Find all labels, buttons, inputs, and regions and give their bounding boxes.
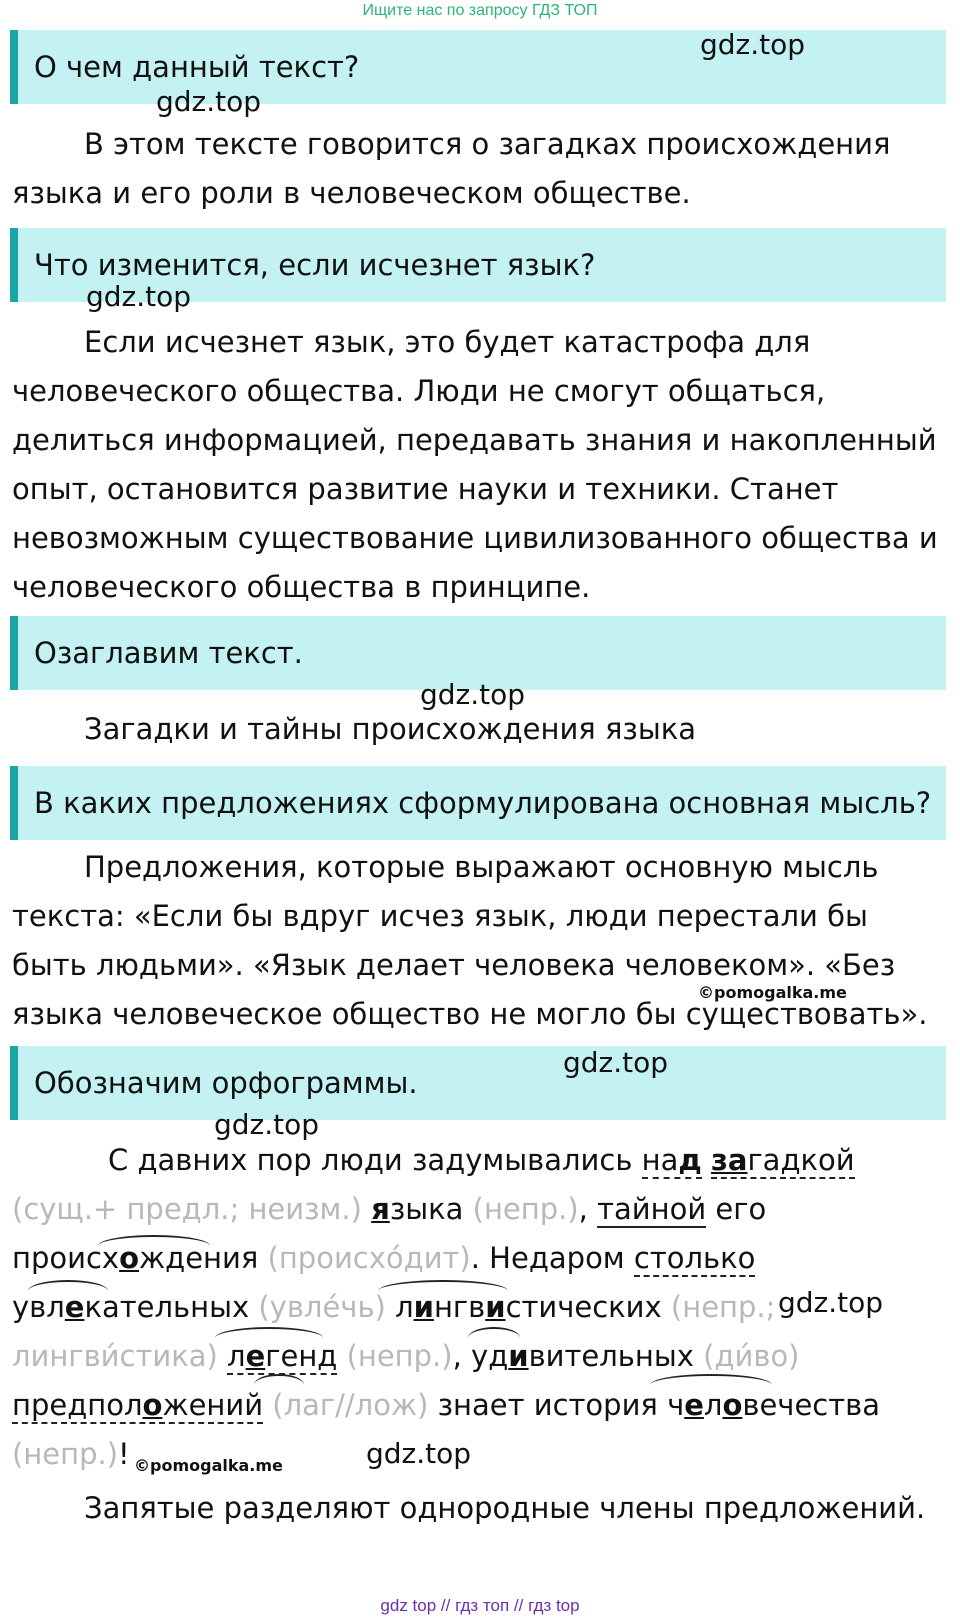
question-5 [10, 1046, 946, 1120]
watermark-site: gdz.top [778, 1286, 884, 1319]
watermark-site: gdz.top [156, 85, 262, 118]
final-sentence: Запятые разделяют однородные члены предложений. [84, 1491, 926, 1525]
preposition-nad: над [641, 1143, 702, 1177]
root-arc [98, 1235, 210, 1257]
note: (лаг//лож) [272, 1388, 429, 1422]
watermark-copyright: ©pomogalka.me [698, 983, 847, 1002]
watermark-site: gdz.top [366, 1437, 472, 1470]
note: (ди́во) [703, 1339, 800, 1373]
watermark-site: gdz.top [563, 1046, 669, 1079]
root-arc [215, 1327, 323, 1349]
note: (непр.) [346, 1339, 453, 1373]
note: (сущ.+ предл.; неизм.) [12, 1192, 362, 1226]
watermark-copyright: ©pomogalka.me [134, 1456, 283, 1475]
word-stolko: столько [633, 1241, 756, 1275]
word-predpolozheniy: предположений [12, 1388, 264, 1422]
question-1 [10, 30, 946, 104]
watermark-site: gdz.top [86, 280, 192, 313]
root-arc [650, 1374, 772, 1396]
note: лингви́стика) [12, 1339, 218, 1373]
answer-1: В этом тексте говорится о загадках происхождения языка и его роли в человеческом обществе. [12, 127, 891, 210]
note: (непр.) [12, 1437, 119, 1471]
question-4-text: В каких предложениях сформулирована основная мысль? [34, 786, 932, 820]
watermark-site: gdz.top [700, 28, 806, 61]
word-taynoy: тайной [597, 1192, 707, 1226]
question-4 [10, 766, 946, 840]
search-banner: Ищите нас по запросу ГДЗ ТОП [362, 2, 598, 19]
question-5-text: Обозначим орфограммы. [34, 1066, 418, 1100]
question-3-text: Озаглавим текст. [34, 636, 303, 670]
note: (происхо́дит) [267, 1241, 471, 1275]
root-arc [468, 1327, 520, 1349]
watermark-site: gdz.top [420, 678, 526, 711]
answer-4: Предложения, которые выражают основную мысль текста: «Если бы вдруг исчез язык, люди перестали бы быть людьми». «Язык делает человека человеком». «Без языка человеческое общество не могло бы существовать». [12, 850, 928, 1031]
note: (увле́чь) [258, 1290, 386, 1324]
orthogram-paragraph: С давних пор люди задумывались над загадкой (сущ.+ предл.; неизм.) языка (непр.), тайной его происхождения (происхо́дит). Недаром столько увлекательных (увле́чь) лингвистических (непр.; лингви́стика) легенд (непр.), удивительных (ди́во) предположений (лаг//лож) знает история человечества (непр.)! [12, 1143, 880, 1471]
watermark-site: gdz.top [214, 1108, 320, 1141]
root-arc [254, 1374, 304, 1396]
question-1-text: О чем данный текст? [34, 50, 360, 84]
footer-links[interactable]: gdz top // гдз топ // гдз top [380, 1596, 580, 1615]
root-arc [28, 1280, 108, 1302]
word-legend: легенд [227, 1339, 338, 1373]
answer-2: Если исчезнет язык, это будет катастрофа для человеческого общества. Люди не смогут общаться, делиться информацией, передавать знания и накопленный опыт, остановится развитие науки и техники. Станет невозможным существование цивилизованного общества и человеческого общества в принципе. [12, 325, 938, 604]
word-zagadkoy: загадкой [711, 1143, 855, 1177]
answer-3: Загадки и тайны происхождения языка [84, 712, 697, 746]
root-arc [378, 1280, 508, 1302]
note: (непр.; [670, 1290, 776, 1324]
question-2-text: Что изменится, если исчезнет язык? [34, 248, 596, 282]
note: (непр.) [472, 1192, 579, 1226]
